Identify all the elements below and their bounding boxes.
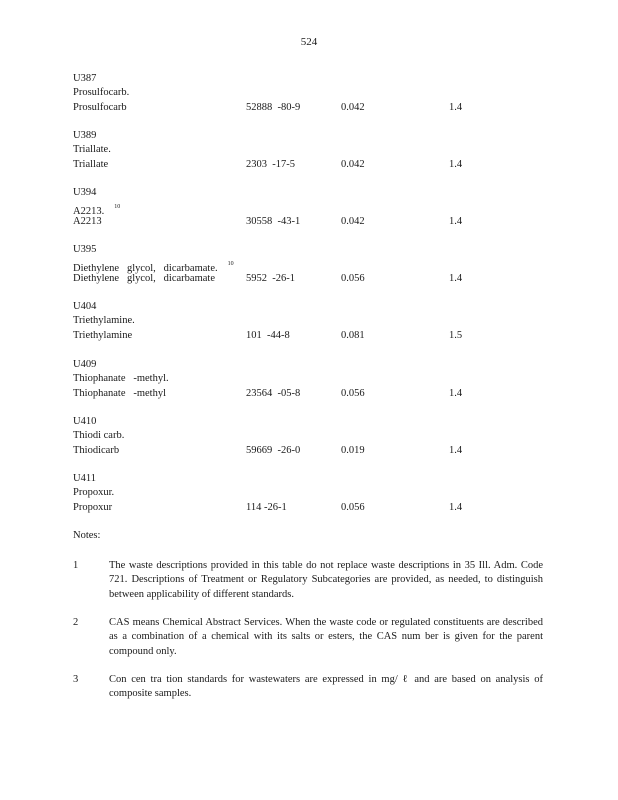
constituent-name: A2213 [73,215,102,227]
constituent-name: Thiophanate -methyl [73,387,167,399]
constituent-name: Thiodicarb [73,444,120,456]
nonwastewater-standard: 1.4 [449,101,463,113]
constituent-name: Diethylene glycol, dicarbamate [73,272,215,284]
wastewater-standard: 0.056 [341,501,365,513]
nonwastewater-standard: 1.4 [449,444,463,456]
footnote-ref: 10 [114,204,121,211]
nonwastewater-standard: 1.4 [449,158,463,170]
table-entry [73,243,573,286]
note-item [73,559,543,602]
cas-number: 59669 -26-0 [246,444,301,456]
nonwastewater-standard: 1.4 [449,272,463,284]
wastewater-standard: 0.081 [341,329,365,341]
page-number: 524 [300,36,318,48]
cas-number: 5952 -26-1 [246,272,295,284]
cas-number: 23564 -05-8 [246,387,301,399]
table-entry [73,472,573,515]
cas-number: 30558 -43-1 [246,215,301,227]
table-entry [73,415,573,458]
constituent-name: Triethylamine [73,329,133,341]
waste-code: U409 [73,359,97,370]
waste-code: U404 [73,301,97,312]
cas-number: 114 -26-1 [246,501,287,513]
note-text: The waste descriptions provided in this table do not replace waste descriptions in 35 Ill. Adm. Code 721. Descriptions of Treatment or Regulatory Subcategories are provided, as needed, to distinguish between applicability of different standards. [109,560,543,600]
constituent-name: Triallate [73,158,109,170]
note-item [73,616,543,659]
constituent-name: Propoxur [73,501,113,513]
note-text: CAS means Chemical Abstract Services. When the waste code or regulated constituents are described as a combination of a chemical with its salts or esters, the CAS num ber is given for the parent compound only. [109,617,543,657]
note-number: 1 [73,560,79,571]
waste-description: Diethylene glycol, dicarbamate. $^{10}$ [73,261,234,275]
waste-description: Thiodi carb. [73,430,125,442]
waste-code: U394 [73,187,97,198]
waste-code: U389 [73,130,97,141]
wastewater-standard: 0.019 [341,444,365,456]
waste-description: Triallate. [73,144,111,156]
wastewater-standard: 0.042 [341,101,365,113]
table-entry [73,358,573,401]
nonwastewater-standard: 1.4 [449,501,463,513]
waste-code: U395 [73,244,97,255]
constituent-name: Prosulfocarb [73,101,127,113]
waste-description: Triethylamine. [73,315,135,327]
table-entry [73,129,573,172]
cas-number: 101 -44-8 [246,329,290,341]
nonwastewater-standard: 1.5 [449,329,463,341]
table-entry [73,300,573,343]
waste-code: U387 [73,73,97,84]
waste-description: Thiophanate -methyl. [73,373,169,385]
cas-number: 52888 -80-9 [246,101,301,113]
waste-code: U411 [73,473,96,484]
table-entry [73,72,573,115]
waste-description: Prosulfocarb. [73,87,130,99]
wastewater-standard: 0.042 [341,215,365,227]
waste-description: A2213. $^{10}$ [73,204,121,218]
note-number: 3 [73,674,79,685]
notes-title: Notes: [73,530,101,541]
waste-code: U410 [73,416,97,427]
wastewater-standard: 0.042 [341,158,365,170]
wastewater-standard: 0.056 [341,272,365,284]
nonwastewater-standard: 1.4 [449,387,463,399]
table-entry [73,186,573,229]
footnote-ref: 10 [227,261,234,268]
note-number: 2 [73,617,79,628]
cas-number: 2303 -17-5 [246,158,295,170]
note-text: Con cen tra tion standards for wastewaters are expressed in mg/ ℓ and are based on analysis of composite samples. [109,674,543,700]
wastewater-standard: 0.056 [341,387,365,399]
nonwastewater-standard: 1.4 [449,215,463,227]
note-item [73,673,543,702]
waste-description: Propoxur. [73,487,115,499]
